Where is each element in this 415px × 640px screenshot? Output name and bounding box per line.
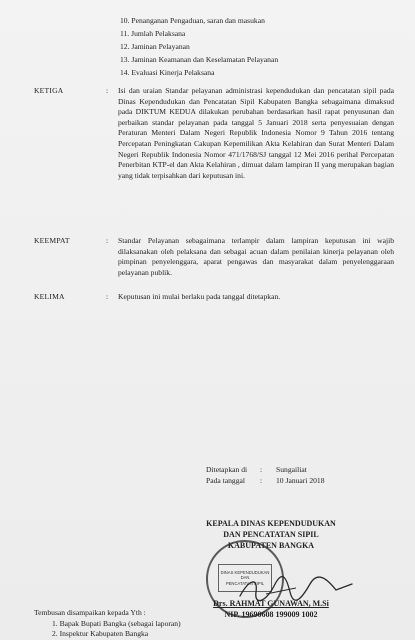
- section-kelima: [34, 292, 394, 304]
- official-title: [196, 518, 346, 551]
- section-text: Standar Pelayanan sebagaimana terlampir dalam lampiran keputusan ini wajib dilaksanakan oleh pelaksana dan sebagai acuan dalam penilaian kinerja pelayanan oleh pimpinan penyelenggara, aparat pengawas dan masyarakat dalam penyelenggaraan pelayanan publik.: [118, 236, 394, 277]
- tanggal-label: Pada tanggal: [206, 476, 246, 485]
- section-colon: :: [106, 292, 109, 301]
- section-text: Isi dan uraian Standar pelayanan administrasi kependudukan dan pencatatan sipil pada Dinas Kependudukan dan Pencatatan Sipil Kabupaten Bangka sebagaimana dimaksud pada DIKTUM KEDUA dilakukan perubahan berdasarkan hasil rapat penyusunan dan perbaikan standar pelayanan pada tanggal 5 Januari 2018 serta penyesuaian dengan Peraturan Menteri Dalam Negeri Republik Indonesia Nomor 9 Tahun 2016 tentang Percepatan Peningkatan Cakupan Kepemilikan Akta Kelahiran dan Surat Menteri Dalam Negeri Republik Indonesia Nomor 471/1768/SJ tanggal 12 Mei 2016 perihal Percepatan Penerbitan KTP-el dan Akta Kelahiran , dimuat dalam lampiran II yang merupakan bagian yang tidak terpisahkan dari keputusan ini.: [118, 86, 394, 180]
- stamp-text: DAN: [240, 575, 250, 581]
- official-title-line: KABUPATEN BANGKA: [227, 541, 315, 550]
- official-title-line: DAN PENCATATAN SIPIL: [223, 530, 319, 539]
- section-text: Keputusan ini mulai berlaku pada tanggal ditetapkan.: [118, 292, 281, 301]
- list-item: 14. Evaluasi Kinerja Pelaksana: [120, 68, 215, 77]
- colon: :: [260, 476, 263, 485]
- tembusan-item: 1. Bapak Bupati Bangka (sebagai laporan): [52, 618, 181, 628]
- tembusan-heading: Tembusan disampaikan kepada Yth :: [34, 608, 146, 617]
- section-key: KEEMPAT: [34, 236, 70, 245]
- section-colon: :: [106, 86, 109, 95]
- section-key: KELIMA: [34, 292, 65, 301]
- section-key: KETIGA: [34, 86, 64, 95]
- tembusan-item: 2. Inspektur Kabupaten Bangka: [52, 629, 149, 638]
- list-item: 13. Jaminan Keamanan dan Keselamatan Pelayanan: [120, 55, 279, 64]
- stamp-text: DINAS KEPENDUDUKAN: [220, 569, 270, 575]
- list-item: 10. Penanganan Pengaduan, saran dan masukan: [120, 16, 265, 25]
- ditetapkan-value: Sungailiat: [276, 465, 307, 474]
- list-item: 11. Jumlah Pelaksana: [120, 29, 186, 38]
- section-keempat: [34, 236, 394, 284]
- section-ketiga: [34, 86, 394, 216]
- tembusan-block: [34, 608, 181, 640]
- service-component-list: [120, 14, 278, 79]
- official-title-line: KEPALA DINAS KEPENDUDUKAN: [206, 519, 336, 528]
- signatory: [196, 598, 346, 620]
- signatory-nip: NIP. 19690608 199009 1002: [224, 610, 318, 619]
- ditetapkan-label: Ditetapkan di: [206, 465, 248, 474]
- section-colon: :: [106, 236, 109, 245]
- stamp-text: PENCATATAN SIPIL: [225, 580, 265, 586]
- list-item: 12. Jaminan Pelayanan: [120, 42, 190, 51]
- colon: :: [260, 465, 263, 474]
- tanggal-value: 10 Januari 2018: [276, 476, 325, 485]
- signatory-name: Drs. RAHMAT GUNAWAN, M.Si: [213, 599, 329, 608]
